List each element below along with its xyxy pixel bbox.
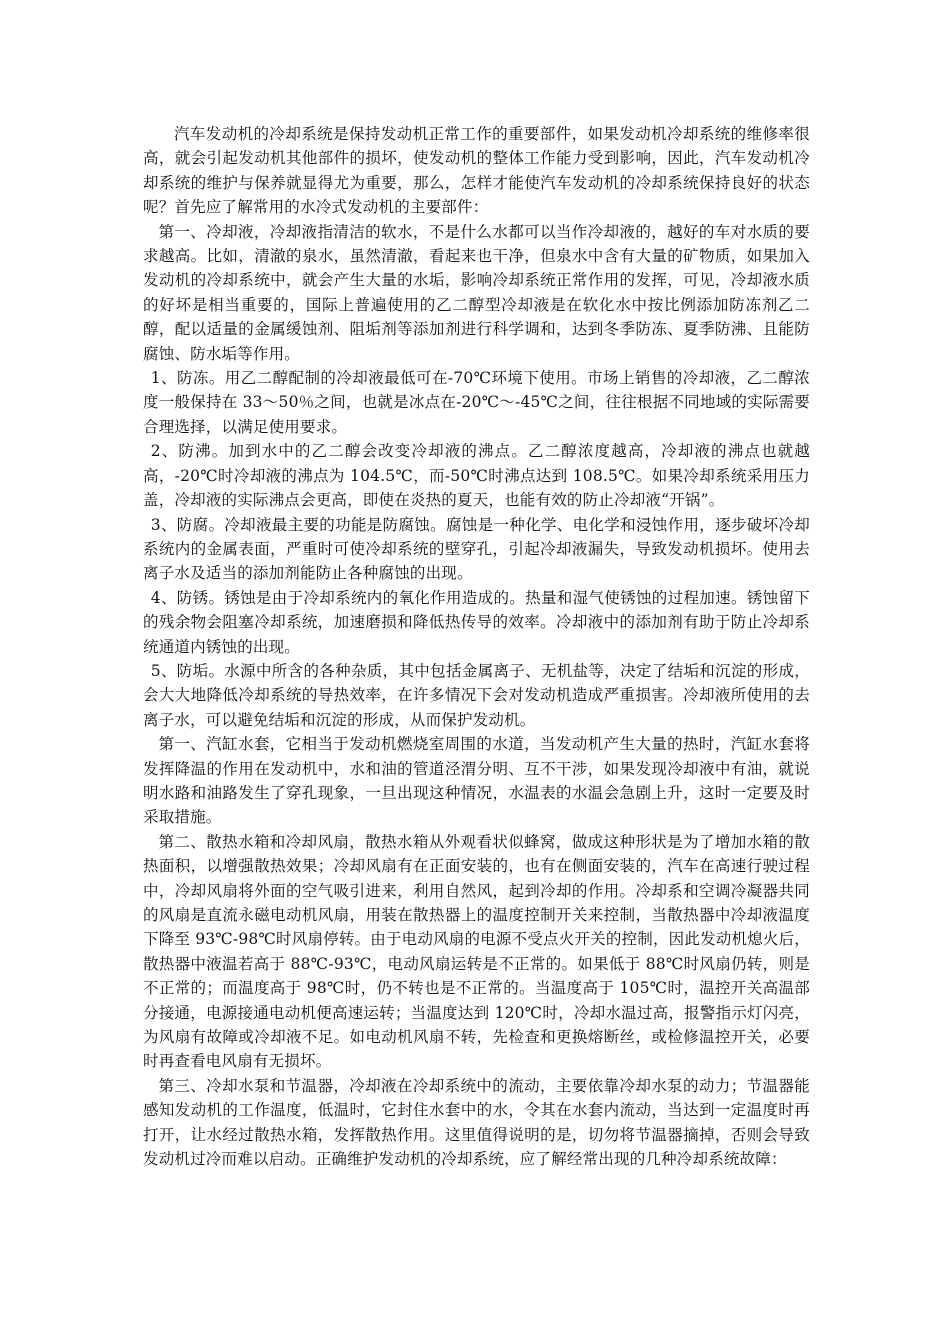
water-jacket-paragraph: 第一、汽缸水套，它相当于发动机燃烧室周围的水道，当发动机产生大量的热时，汽缸水套将发挥降温的作用在发动机中，水和油的管道泾渭分明、互不干涉，如果发现冷却液中有油，就说明水路和油路发生了穿孔现象，一旦出现这种情况，水温表的水温会急剧上升，这时一定要及时采取措施。 xyxy=(143,735,810,827)
anti-boil-paragraph: 2、防沸。加到水中的乙二醇会改变冷却液的沸点。乙二醇浓度越高，冷却液的沸点也就越高，-20℃时冷却液的沸点为 104.5℃，而-50℃时沸点达到 108.5℃。如果冷却系统采用压力盖，冷却液的实际沸点会更高，即使在炎热的夏天，也能有效的防止冷却液“开锅”。 xyxy=(143,442,810,510)
antifreeze-paragraph: 1、防冻。用乙二醇配制的冷却液最低可在-70℃环境下使用。市场上销售的冷却液，乙二醇浓度一般保持在 33～50％之间，也就是冰点在-20℃～-45℃之间，往往根据不同地域的实际需要合理选择，以满足使用要求。 xyxy=(143,369,810,436)
anti-rust-paragraph: 4、防锈。锈蚀是由于冷却系统内的氧化作用造成的。热量和湿气使锈蚀的过程加速。锈蚀留下的残余物会阻塞冷却系统，加速磨损和降低热传导的效率。冷却液中的添加剂有助于防止冷却系统通道内锈蚀的出现。 xyxy=(143,588,810,656)
document-page xyxy=(143,122,810,1171)
water-pump-thermostat-paragraph: 第三、冷却水泵和节温器，冷却液在冷却系统中的流动，主要依靠冷却水泵的动力；节温器能感知发动机的工作温度，低温时，它封住水套中的水，令其在水套内流动，当达到一定温度时再打开，让水经过散热水箱，发挥散热作用。这里值得说明的是，切勿将节温器摘掉，否则会导致发动机过冷而难以启动。正确维护发动机的冷却系统，应了解经常出现的几种冷却系统故障： xyxy=(143,1076,810,1169)
anti-scale-paragraph: 5、防垢。水源中所含的各种杂质，其中包括金属离子、无机盐等，决定了结垢和沉淀的形成，会大大地降低冷却系统的导热效率，在许多情况下会对发动机造成严重损害。冷却液所使用的去离子水，可以避免结垢和沉淀的形成，从而保护发动机。 xyxy=(143,661,810,729)
intro-paragraph: 汽车发动机的冷却系统是保持发动机正常工作的重要部件，如果发动机冷却系统的维修率很高，就会引起发动机其他部件的损坏，使发动机的整体工作能力受到影响，因此，汽车发动机冷却系统的维护与保养就显得尤为重要，那么，怎样才能使汽车发动机的冷却系统保持良好的状态呢？首先应了解常用的水冷式发动机的主要部件： xyxy=(143,125,810,217)
radiator-fan-paragraph: 第二、散热水箱和冷却风扇，散热水箱从外观看状似蜂窝，做成这种形状是为了增加水箱的散热面积，以增强散热效果；冷却风扇有在正面安装的，也有在侧面安装的，汽车在高速行驶过程中，冷却风扇将外面的空气吸引进来，利用自然风，起到冷却的作用。冷却系和空调冷凝器共同的风扇是直流永磁电动机风扇，用装在散热器上的温度控制开关来控制，当散热器中冷却液温度下降至 93℃-98℃时风扇停转。由于电动风扇的电源不受点火开关的控制，因此发动机熄火后，散热器中液温若高于 88℃-93℃，电动风扇运转是不正常的。如果低于 88℃时风扇仍转，则是不正常的；而温度高于 98℃时，仍不转也是不正常的。当温度高于 105℃时，温控开关高温部分接通，电源接通电动机便高速运转；当温度达到 120℃时，冷却水温过高，报警指示灯闪亮，为风扇有故障或冷却液不足。如电动机风扇不转，先检查和更换熔断丝，或检修温控开关，必要时再查看电风扇有无损坏。 xyxy=(143,832,810,1071)
coolant-paragraph: 第一、冷却液，冷却液指清洁的软水，不是什么水都可以当作冷却液的，越好的车对水质的要求越高。比如，清澈的泉水，虽然清澈，看起来也干净，但泉水中含有大量的矿物质，如果加入发动机的冷却系统中，就会产生大量的水垢，影响冷却系统正常作用的发挥，可见，冷却液水质的好坏是相当重要的，国际上普遍使用的乙二醇型冷却液是在软化水中按比例添加防冻剂乙二醇，配以适量的金属缓蚀剂、阻垢剂等添加剂进行科学调和，达到冬季防冻、夏季防沸、且能防腐蚀、防水垢等作用。 xyxy=(143,222,810,363)
anti-corrosion-paragraph: 3、防腐。冷却液最主要的功能是防腐蚀。腐蚀是一种化学、电化学和浸蚀作用，逐步破坏冷却系统内的金属表面，严重时可使冷却系统的壁穿孔，引起冷却液漏失，导致发动机损坏。使用去离子水及适当的添加剂能防止各种腐蚀的出现。 xyxy=(143,515,810,583)
